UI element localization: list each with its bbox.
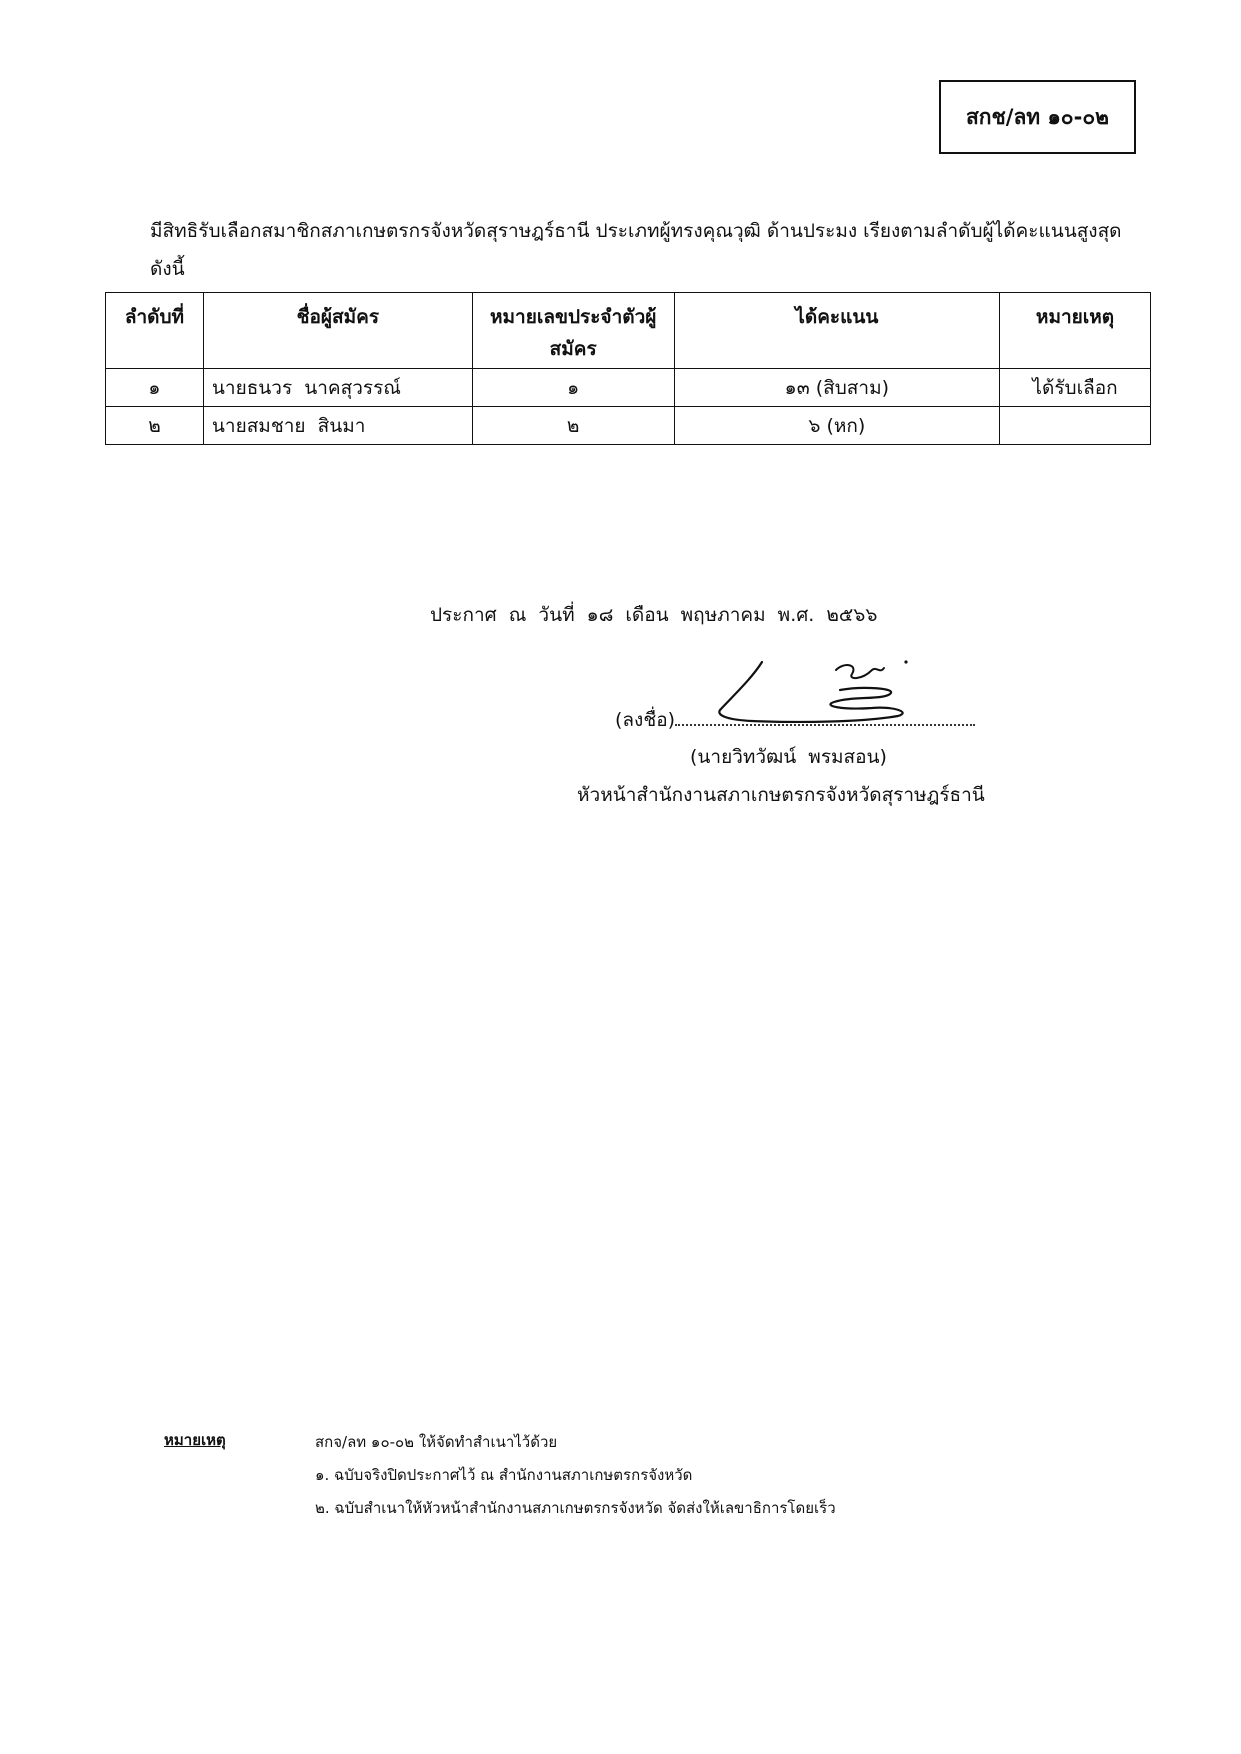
remarks-line: ๑. ฉบับจริงปิดประกาศไว้ ณ สำนักงานสภาเกษตรกรจังหวัด (315, 1466, 693, 1484)
cell-score: ๑๓ (สิบสาม) (674, 369, 1000, 407)
header-name: ชื่อผู้สมัคร (203, 293, 472, 369)
cell-name: นายสมชาย สินมา (203, 407, 472, 445)
signer-name: (นายวิทวัฒน์ พรมสอน) (690, 746, 887, 768)
signature-line (615, 705, 975, 735)
remarks-list (315, 1426, 836, 1525)
form-code-box (939, 80, 1136, 154)
cell-note: ได้รับเลือก (1000, 369, 1151, 407)
cell-order: ๑ (106, 369, 204, 407)
table-row (106, 407, 1151, 445)
signature-dotted-line (675, 710, 975, 726)
remarks-line: สกจ/ลท ๑๐-๐๒ ให้จัดทำสำเนาไว้ด้วย (315, 1433, 558, 1451)
remarks-line: ๒. ฉบับสำเนาให้หัวหน้าสำนักงานสภาเกษตรกรจังหวัด จัดส่งให้เลขาธิการโดยเร็ว (315, 1499, 836, 1517)
signer-title: หัวหน้าสำนักงานสภาเกษตรกรจังหวัดสุราษฎร์ธานี (577, 784, 985, 806)
form-code: สกช/ลท ๑๐-๐๒ (965, 104, 1109, 129)
header-order: ลำดับที่ (106, 293, 204, 369)
intro-text: มีสิทธิรับเลือกสมาชิกสภาเกษตรกรจังหวัดสุราษฎร์ธานี ประเภทผู้ทรงคุณวุฒิ ด้านประมง เรียงตามลำดับผู้ได้คะแนนสูงสุด ดังนี้ (150, 220, 1122, 280)
header-number: หมายเลขประจำตัวผู้สมัคร (472, 293, 674, 369)
cell-number: ๑ (472, 369, 674, 407)
table-row (106, 369, 1151, 407)
cell-order: ๒ (106, 407, 204, 445)
results-table (105, 292, 1151, 445)
cell-note (1000, 407, 1151, 445)
header-note: หมายเหตุ (1000, 293, 1151, 369)
remarks-label: หมายเหตุ (164, 1431, 226, 1449)
table-header-row (106, 293, 1151, 369)
header-score: ได้คะแนน (674, 293, 1000, 369)
announcement: ประกาศ ณ วันที่ ๑๘ เดือน พฤษภาคม พ.ศ. ๒๕๖๖ (430, 604, 878, 626)
cell-score: ๖ (หก) (674, 407, 1000, 445)
cell-number: ๒ (472, 407, 674, 445)
cell-name: นายธนวร นาคสุวรรณ์ (203, 369, 472, 407)
signature-label: (ลงชื่อ) (615, 709, 676, 731)
